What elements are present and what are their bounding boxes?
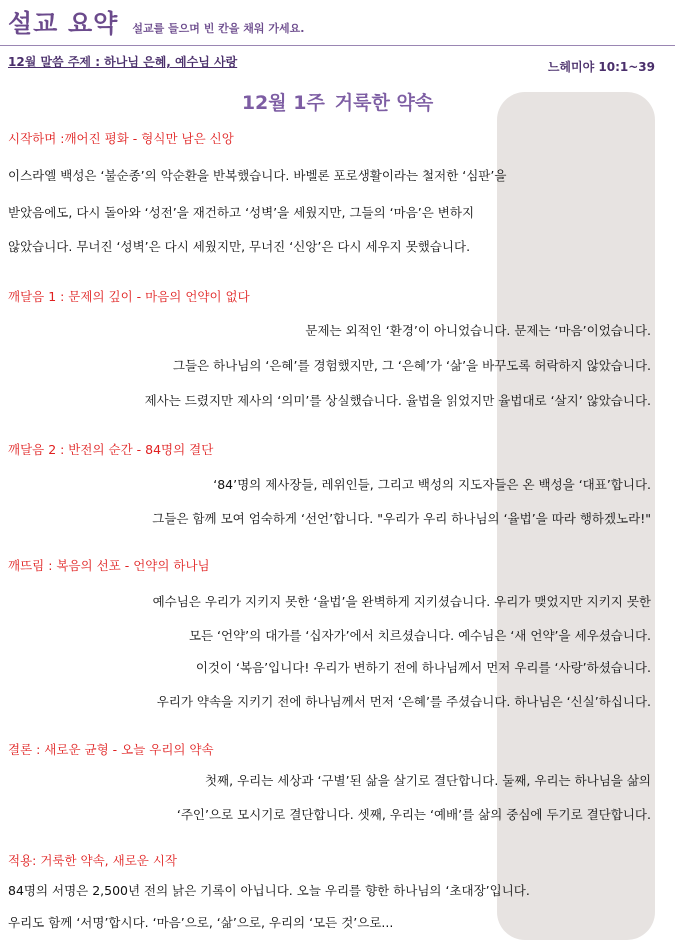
- section-heading-conclusion: 결론 : 새로운 균형 - 오늘 우리의 약속: [8, 742, 214, 757]
- insight2-line: 그들은 함께 모여 엄숙하게 ‘선언’합니다. "우리가 우리 하나님의 ‘율법’을 따라 행하겠노라!": [152, 511, 651, 526]
- monthly-theme: 12월 말씀 주제 : 하나님 은혜, 예수님 사랑: [8, 55, 238, 69]
- gospel-line: 이것이 ‘복음’입니다! 우리가 변하기 전에 하나님께서 먼저 우리를 ‘사랑’하셨습니다.: [195, 660, 651, 675]
- application-line: 84명의 서명은 2,500년 전의 낡은 기록이 아닙니다. 오늘 우리를 향한 하나님의 ‘초대장’입니다.: [8, 883, 530, 898]
- intro-line: 이스라엘 백성은 ‘불순종’의 악순환을 반복했습니다. 바벨론 포로생활이라는 철저한 ‘심판’을: [8, 168, 507, 183]
- page-header: [8, 4, 304, 44]
- header-divider: [0, 45, 675, 46]
- gospel-line: 우리가 약속을 지키기 전에 하나님께서 먼저 ‘은혜’를 주셨습니다. 하나님은 ‘신실’하십니다.: [156, 694, 651, 709]
- insight1-line: 그들은 하나님의 ‘은혜’를 경험했지만, 그 ‘은혜’가 ‘삶’을 바꾸도록 허락하지 않았습니다.: [172, 358, 651, 373]
- insight1-line: 제사는 드렸지만 제사의 ‘의미’를 상실했습니다. 율법을 읽었지만 율법대로 ‘살지’ 않았습니다.: [144, 393, 651, 408]
- gospel-line: 모든 ‘언약’의 대가를 ‘십자가’에서 치르셨습니다. 예수님은 ‘새 언약’을 세우셨습니다.: [188, 628, 651, 643]
- page-title: 설교 요약: [8, 9, 119, 38]
- week-title: 거룩한 약속: [334, 92, 434, 114]
- section-heading-intro: 시작하며 :깨어진 평화 - 형식만 남은 신앙: [8, 131, 234, 146]
- gospel-line: 예수님은 우리가 지키지 못한 ‘율법’을 완벽하게 지키셨습니다. 우리가 맺었지만 지키지 못한: [152, 594, 651, 609]
- conclusion-line: 첫째, 우리는 세상과 ‘구별’된 삶을 살기로 결단합니다. 둘째, 우리는 하나님을 삶의: [204, 773, 651, 788]
- week-heading: [0, 88, 675, 115]
- scripture-reference: 느헤미야 10:1~39: [547, 60, 655, 74]
- section-heading-insight2: 깨달음 2 : 반전의 순간 - 84명의 결단: [8, 442, 214, 457]
- insight2-line: ‘84’명의 제사장들, 레위인들, 그리고 백성의 지도자들은 온 백성을 ‘대표’합니다.: [213, 477, 651, 492]
- conclusion-line: ‘주인’으로 모시기로 결단합니다. 셋째, 우리는 ‘예배’를 삶의 중심에 두기로 결단합니다.: [176, 807, 651, 822]
- page-subtitle: 설교를 들으며 빈 칸을 채워 가세요.: [132, 22, 305, 35]
- application-line: 우리도 함께 ‘서명’합시다. ‘마음’으로, ‘삶’으로, 우리의 ‘모든 것’으로...: [8, 915, 394, 930]
- section-heading-insight1: 깨달음 1 : 문제의 깊이 - 마음의 언약이 없다: [8, 289, 250, 304]
- section-heading-application: 적용: 거룩한 약속, 새로운 시작: [8, 853, 177, 868]
- week-label: 12월 1주: [241, 92, 325, 114]
- insight1-line: 문제는 외적인 ‘환경’이 아니었습니다. 문제는 ‘마음’이었습니다.: [305, 323, 651, 338]
- intro-line: 않았습니다. 무너진 ‘성벽’은 다시 세웠지만, 무너진 ‘신앙’은 다시 세우지 못했습니다.: [8, 239, 471, 254]
- section-heading-gospel: 깨뜨림 : 복음의 선포 - 언약의 하나님: [8, 558, 210, 573]
- intro-line: 받았음에도, 다시 돌아와 ‘성전’을 재건하고 ‘성벽’을 세웠지만, 그들의 ‘마음’은 변하지: [8, 205, 475, 220]
